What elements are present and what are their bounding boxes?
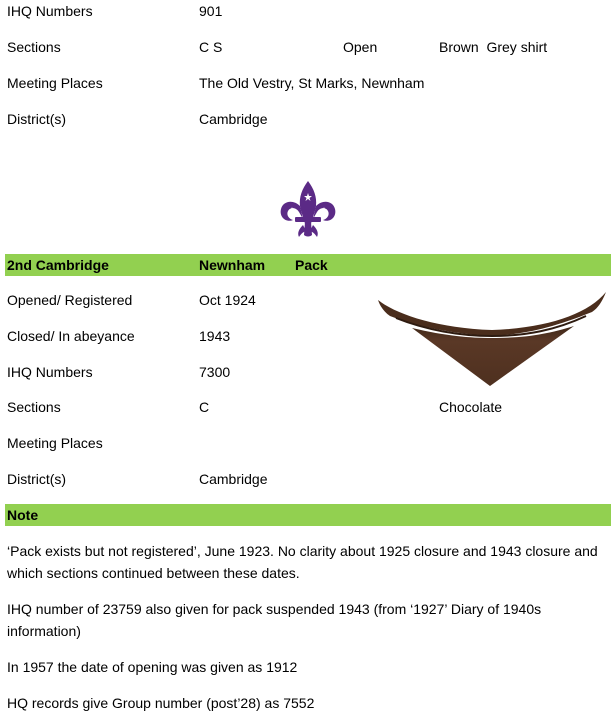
row-value: 7300 <box>199 364 231 380</box>
row-label: District(s) <box>7 111 67 127</box>
row-label: Meeting Places <box>7 435 103 451</box>
row-value: C S <box>199 39 223 55</box>
meeting-places-row <box>0 432 611 454</box>
row-label: IHQ Numbers <box>7 3 93 19</box>
sections-row <box>0 396 611 418</box>
row-value: C <box>199 399 210 415</box>
section-status: Open <box>343 39 378 55</box>
group-header-bar <box>5 254 611 276</box>
row-value: Cambridge <box>199 471 268 487</box>
neckerchief-icon <box>376 288 608 388</box>
sections-row <box>0 36 611 58</box>
row-label: Sections <box>7 39 61 55</box>
meeting-places-row <box>0 72 611 94</box>
note-paragraph: HQ records give Group number (post’28) as 7552 <box>7 695 315 711</box>
note-header-bar <box>5 504 611 526</box>
group-type: Pack <box>295 257 328 273</box>
district-row <box>0 108 611 130</box>
row-value: 1943 <box>199 328 231 344</box>
ihq-numbers-row <box>0 0 611 22</box>
uniform-colour: Brown Grey shirt <box>439 39 548 55</box>
row-label: Sections <box>7 399 61 415</box>
scarf-colour: Chocolate <box>439 399 503 415</box>
district-row <box>0 468 611 490</box>
row-label: IHQ Numbers <box>7 364 93 380</box>
row-value: Oct 1924 <box>199 292 256 308</box>
note-paragraph: ‘Pack exists but not registered’, June 1923. No clarity about 1925 closure and 1943 closure and which sections continued between these dates. <box>7 543 598 581</box>
row-label: Closed/ In abeyance <box>7 328 135 344</box>
note-heading: Note <box>7 507 39 523</box>
row-label: District(s) <box>7 471 67 487</box>
group-place: Newnham <box>199 257 266 273</box>
group-name: 2nd Cambridge <box>7 257 109 273</box>
row-value: The Old Vestry, St Marks, Newnham <box>199 75 425 91</box>
note-paragraph: In 1957 the date of opening was given as 1912 <box>7 659 298 675</box>
note-paragraph: IHQ number of 23759 also given for pack suspended 1943 (from ‘1927’ Diary of 1940s information) <box>7 601 542 639</box>
fleur-de-lis-icon <box>278 179 338 239</box>
row-value: 901 <box>199 3 223 19</box>
row-label: Meeting Places <box>7 75 103 91</box>
row-label: Opened/ Registered <box>7 292 133 308</box>
row-value: Cambridge <box>199 111 268 127</box>
